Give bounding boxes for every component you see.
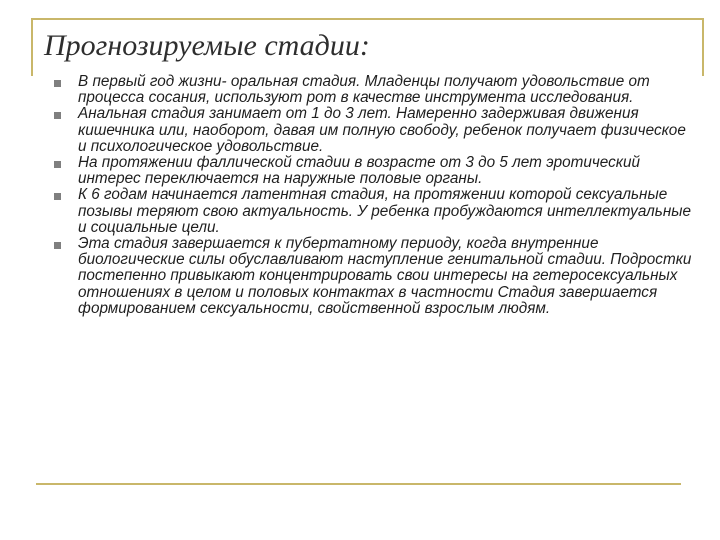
- bottom-border-line: [36, 483, 681, 485]
- bullet-text: Эта стадия завершается к пубертатному периоду, когда внутренние биологические силы обуславливают наступление генитальной стадии. Подростки постепенно привыкают концентрировать свои интересы на гетеросексуальных отношениях в целом и половых контактах в частности Стадия завершается формированием сексуальности, свойственной взрослым людям.: [78, 235, 692, 317]
- square-bullet-icon: [54, 242, 61, 249]
- bullet-item-genital-stage: [44, 236, 694, 317]
- bullet-text: В первый год жизни- оральная стадия. Младенцы получают удовольствие от процесса сосания, используют рот в качестве инструмента исследования.: [78, 73, 650, 107]
- bullet-list: [44, 74, 694, 317]
- square-bullet-icon: [54, 193, 61, 200]
- bullet-item-oral-stage: [44, 74, 694, 106]
- bullet-text: К 6 годам начинается латентная стадия, на протяжении которой сексуальные позывы теряют свою актуальность. У ребенка пробуждаются интеллектуальные и социальные цели.: [78, 186, 692, 236]
- square-bullet-icon: [54, 112, 61, 119]
- bullet-text: Анальная стадия занимает от 1 до 3 лет. Намеренно задерживая движения кишечника или, наоборот, давая им полную свободу, ребенок получает физическое и психологическое удовольствие.: [78, 105, 686, 155]
- right-border-line: [702, 18, 704, 76]
- bullet-item-latent-stage: [44, 187, 694, 236]
- bullet-text: На протяжении фаллической стадии в возрасте от 3 до 5 лет эротический интерес переключается на наружные половые органы.: [78, 154, 641, 188]
- square-bullet-icon: [54, 161, 61, 168]
- square-bullet-icon: [54, 80, 61, 87]
- bullet-item-anal-stage: [44, 106, 694, 155]
- left-border-line: [31, 18, 33, 76]
- top-border-line: [31, 18, 704, 20]
- slide-title: Прогнозируемые стадии:: [44, 29, 370, 62]
- bullet-item-phallic-stage: [44, 155, 694, 187]
